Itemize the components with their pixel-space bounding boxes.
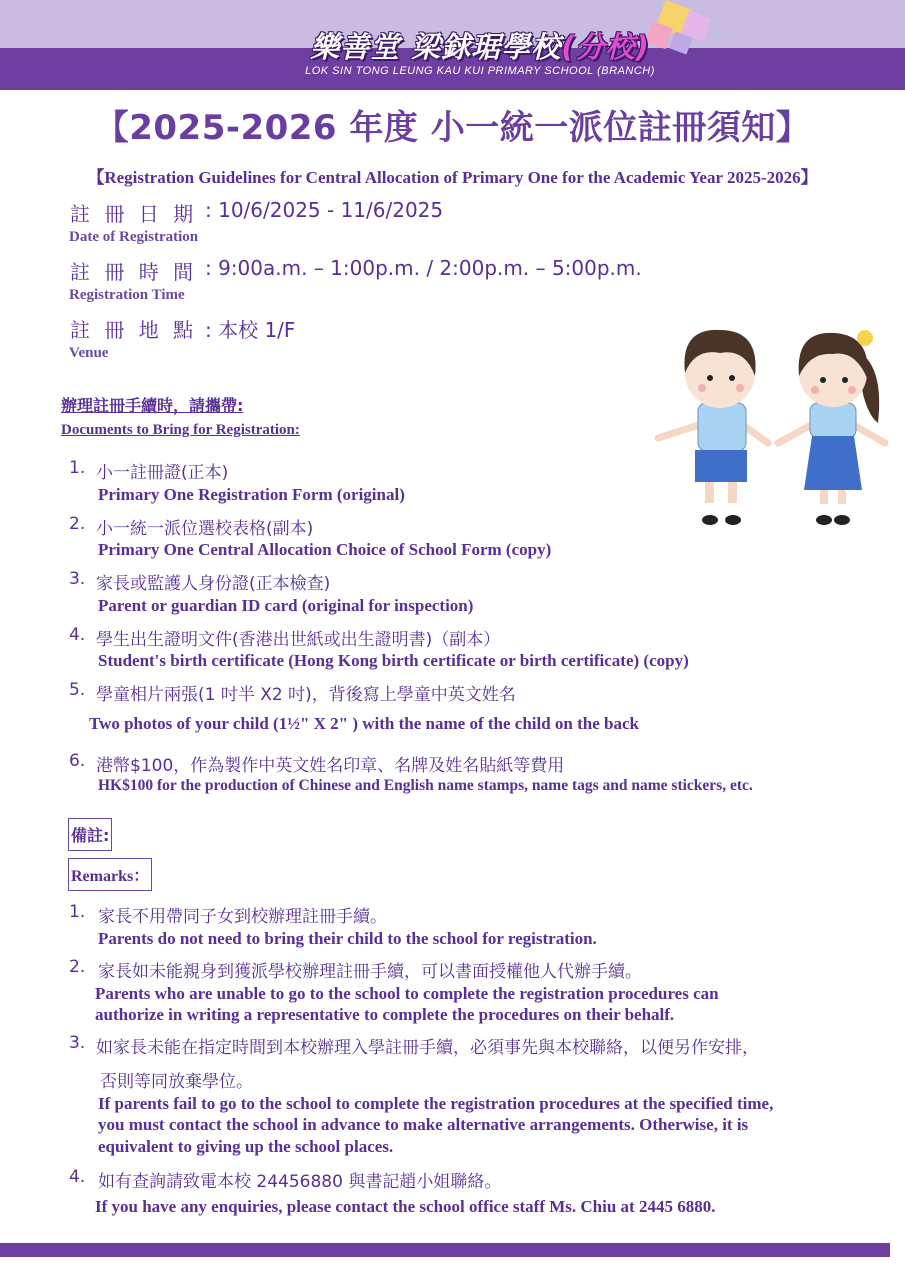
boy-figure (658, 330, 768, 525)
remark-number: 3. (69, 1033, 86, 1053)
logo-cn-text: 樂善堂 梁銶琚學校 (310, 30, 562, 64)
remark-item-en: If parents fail to go to the school to complete the registration procedures at the specified time, (98, 1094, 774, 1113)
date-label: 註 冊 日 期 (70, 202, 198, 226)
doc-item-en: Primary One Central Allocation Choice of School Form (copy) (98, 540, 552, 559)
doc-item-en: Parent or guardian ID card (original for inspection) (98, 596, 474, 615)
doc-number: 2. (69, 514, 86, 534)
doc-item-cn: 小一註冊證(正本) (96, 463, 229, 483)
date-label-en: Date of Registration (69, 229, 199, 245)
remark-item-en: If you have any enquiries, please contact the school office staff Ms. Chiu at 2445 6880. (95, 1197, 716, 1216)
doc-number: 6. (69, 751, 86, 771)
remarks-heading-en: Remarks： (68, 858, 152, 891)
doc-number: 3. (69, 569, 86, 589)
remark-item-cn: 如有查詢請致電本校 24456880 與書記趙小姐聯絡。 (98, 1172, 502, 1192)
doc-item-en: HK$100 for the production of Chinese and English name stamps, name tags and name stickers, etc. (98, 777, 753, 794)
time-label-en: Registration Time (69, 287, 185, 303)
remark-item-en: you must contact the school in advance to make alternative arrangements. Otherwise, it is (98, 1115, 749, 1134)
page-title: 【2025-2026 年度 小一統一派位註冊須知】 (94, 108, 811, 148)
remarks-heading-cn: 備註: (68, 818, 112, 851)
doc-item-cn: 學童相片兩張(1 吋半 X2 吋)，背後寫上學童中英文姓名 (96, 685, 516, 705)
children-illustration (650, 318, 890, 538)
page-subtitle: 【Registration Guidelines for Central Allocation of Primary One for the Academic Year 2025-2026】 (87, 168, 818, 187)
logo-branch-text: (分校) (561, 30, 650, 64)
school-logo (270, 30, 690, 90)
doc-item-en: Student's birth certificate (Hong Kong birth certificate or birth certificate) (copy) (98, 651, 689, 670)
remark-item-en: authorize in writing a representative to complete the procedures on their behalf. (95, 1005, 675, 1024)
remark-number: 4. (69, 1167, 86, 1187)
doc-number: 5. (69, 680, 86, 700)
remark-number: 2. (69, 957, 86, 977)
logo-english: LOK SIN TONG LEUNG KAU KUI PRIMARY SCHOOL (BRANCH) (305, 65, 655, 77)
remark-item-en: equivalent to giving up the school places. (98, 1137, 394, 1156)
doc-item-en: Primary One Registration Form (original) (98, 485, 405, 504)
logo-chinese (270, 30, 690, 64)
footer-bar (0, 1243, 890, 1257)
remark-item-en: Parents do not need to bring their child to the school for registration. (98, 929, 597, 948)
remark-number: 1. (69, 902, 86, 922)
documents-heading-cn: 辦理註冊手續時，請攜帶: (61, 396, 244, 415)
venue-label-en: Venue (69, 345, 109, 361)
time-label: 註 冊 時 間 (70, 260, 198, 284)
documents-heading-en: Documents to Bring for Registration: (61, 422, 300, 438)
girl-figure (778, 330, 885, 525)
remark-item-cn: 否則等同放棄學位。 (100, 1072, 253, 1092)
doc-number: 4. (69, 625, 86, 645)
remark-item-cn: 家長如未能親身到獲派學校辦理註冊手續，可以書面授權他人代辦手續。 (98, 962, 642, 982)
doc-item-cn: 學生出生證明文件(香港出世紙或出生證明書)（副本） (96, 630, 501, 650)
time-value: : 9:00a.m. – 1:00p.m. / 2:00p.m. – 5:00p.m. (205, 256, 642, 280)
doc-item-cn: 家長或監護人身份證(正本檢查) (96, 574, 331, 594)
doc-item-en: Two photos of your child (1½" X 2" ) with the name of the child on the back (89, 714, 640, 733)
remark-item-en: Parents who are unable to go to the school to complete the registration procedures can (95, 984, 719, 1003)
doc-item-cn: 港幣$100，作為製作中英文姓名印章、名牌及姓名貼紙等費用 (96, 756, 565, 776)
date-value: : 10/6/2025 - 11/6/2025 (205, 198, 444, 222)
doc-item-cn: 小一統一派位選校表格(副本) (96, 519, 314, 539)
remark-item-cn: 如家長未能在指定時間到本校辦理入學註冊手續，必須事先與本校聯絡，以便另作安排， (96, 1038, 759, 1058)
venue-value: : 本校 1/F (205, 318, 296, 342)
venue-label: 註 冊 地 點 (70, 318, 198, 342)
doc-number: 1. (69, 458, 86, 478)
remark-item-cn: 家長不用帶同子女到校辦理註冊手續。 (98, 907, 387, 927)
